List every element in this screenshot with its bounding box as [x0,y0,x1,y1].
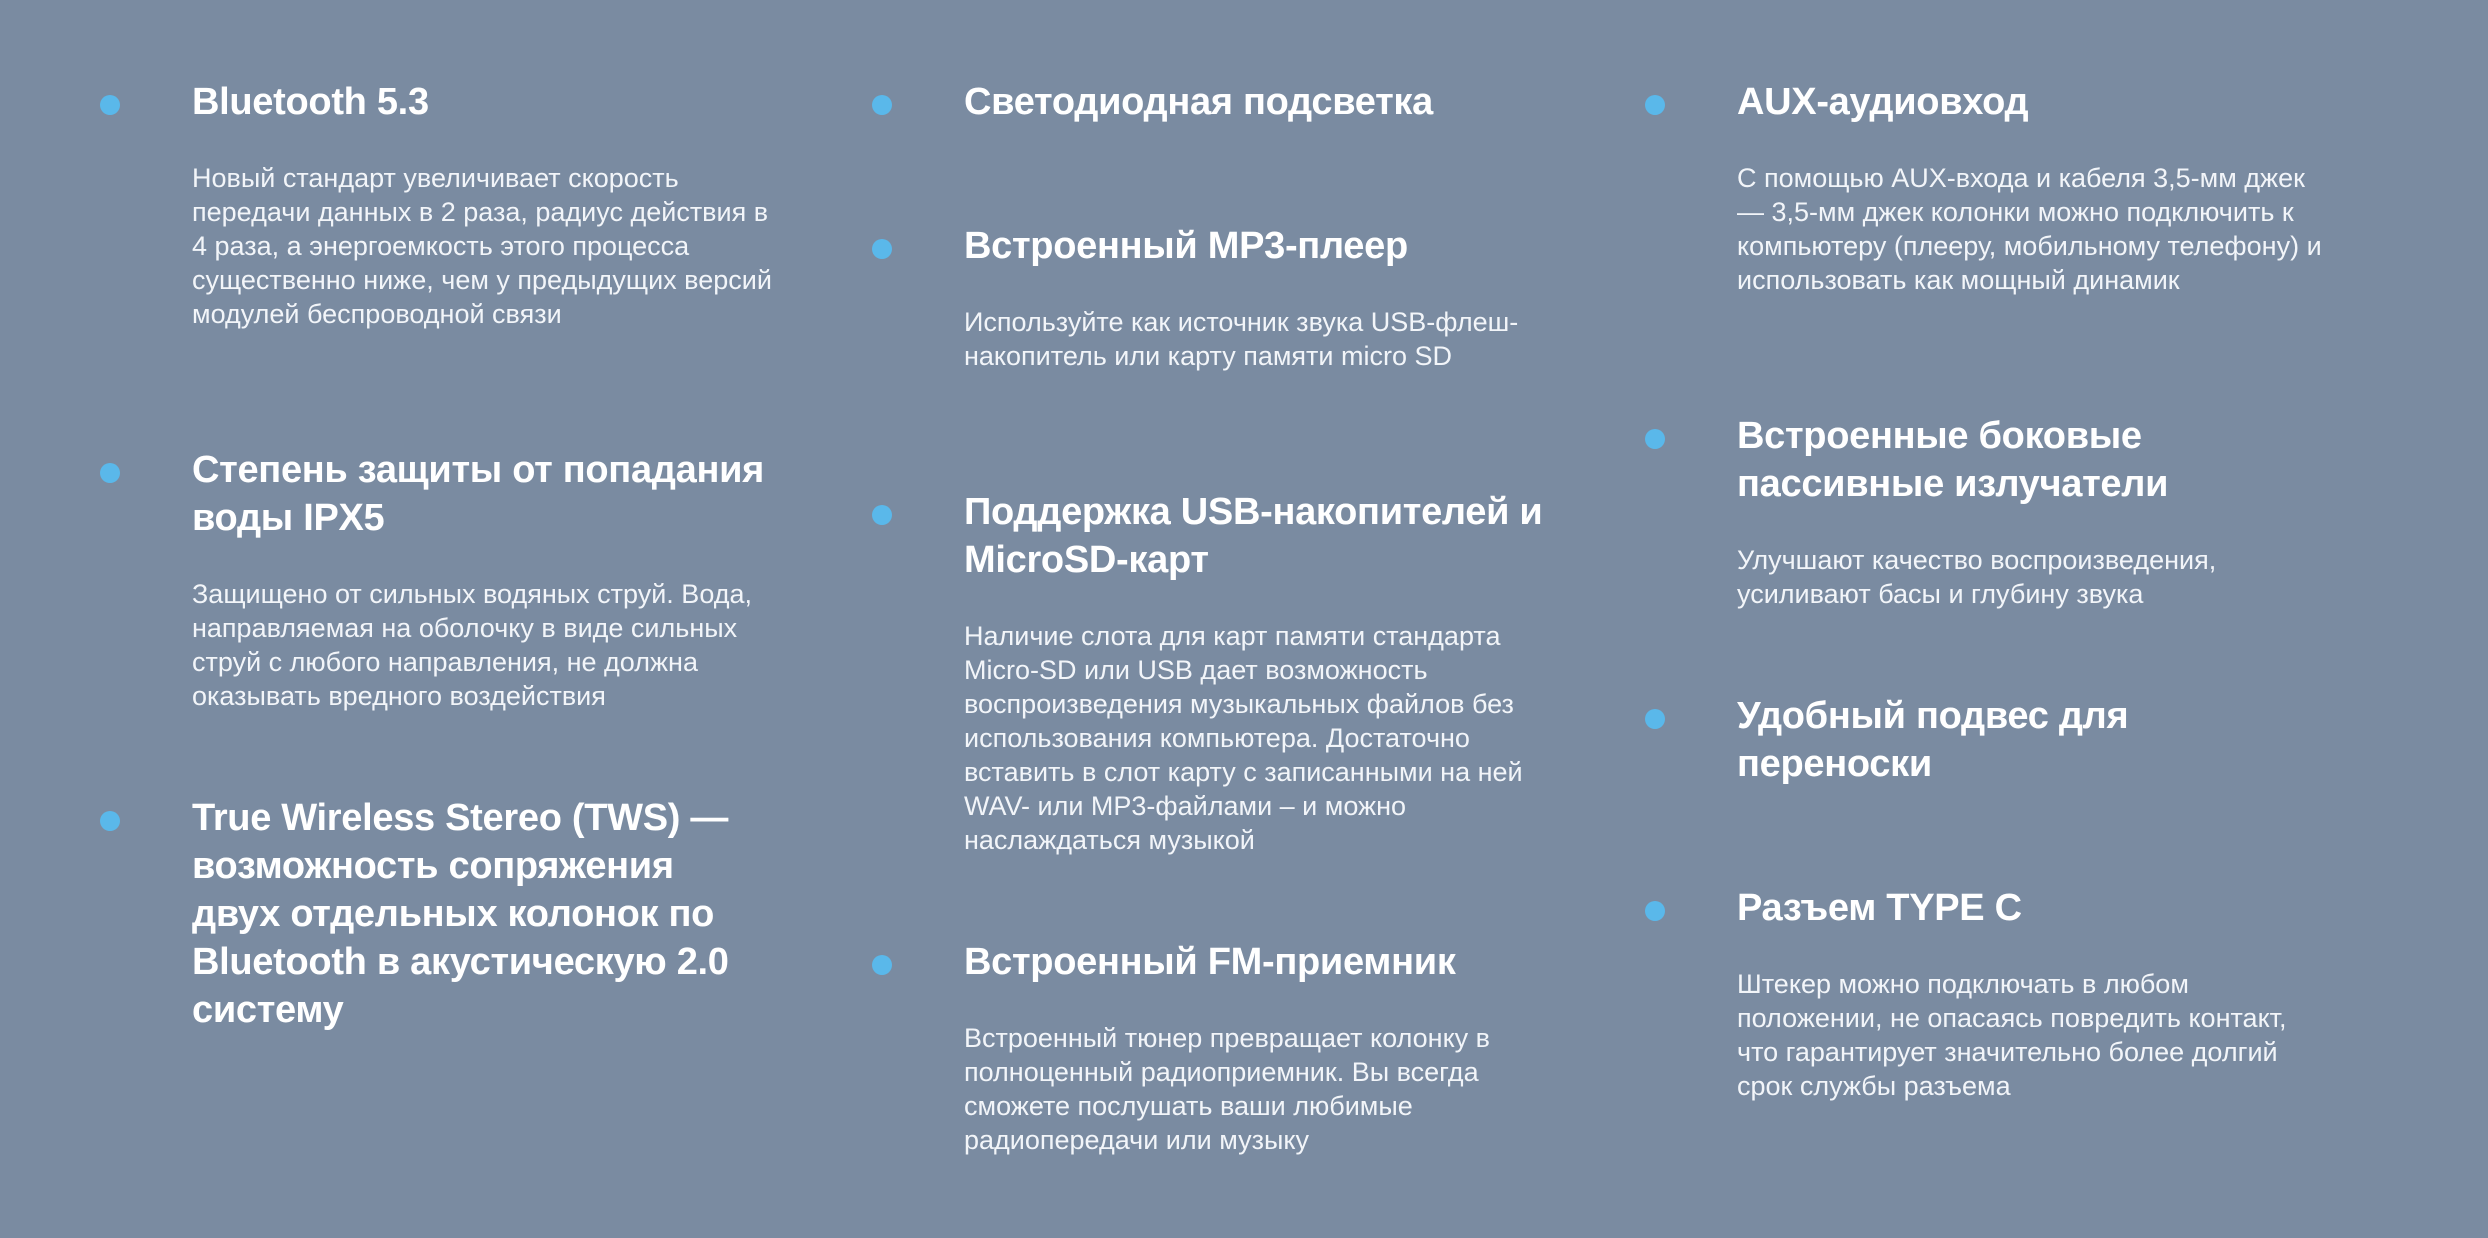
feature-description: Используйте как источник звука USB-флеш-накопитель или карту памяти micro SD [964,307,1519,371]
bullet-icon [100,811,120,831]
feature-description: Наличие слота для карт памяти стандарта Micro-SD или USB дает возможность воспроизведения музыкальных файлов без использования компьютера. Достаточно вставить в слот карту с записанными на ней WAV- или MP3-файлами – и можно наслаждаться музыкой [964,621,1523,855]
feature-title: Встроенный MP3-плеер [964,225,1408,267]
feature-title: Светодиодная подсветка [964,81,1433,123]
bullet-icon [872,239,892,259]
bullet-icon [1645,709,1665,729]
feature-title: Bluetooth 5.3 [192,81,429,123]
bullet-icon [1645,901,1665,921]
feature-description: Встроенный тюнер превращает колонку в полноценный радиоприемник. Вы всегда сможете послушать ваши любимые радиопередачи или музыку [964,1023,1491,1155]
feature-title: Встроенный FM-приемник [964,941,1456,983]
bullet-icon [872,955,892,975]
feature-title: Поддержка USB-накопителей и MicroSD-карт [964,491,1543,581]
feature-description: Защищено от сильных водяных струй. Вода, направляемая на оболочку в виде сильных струй с любого направления, не должна оказывать вредного воздействия [192,579,753,711]
bullet-icon [872,95,892,115]
feature-description: С помощью AUX-входа и кабеля 3,5-мм джек — 3,5-мм джек колонки можно подключить к компьютеру (плееру, мобильному телефону) и использовать как мощный динамик [1737,163,2322,295]
feature-title: Разъем TYPE C [1737,887,2022,929]
feature-title: Степень защиты от попадания воды IPX5 [192,449,765,539]
bullet-icon [100,463,120,483]
bullet-icon [872,505,892,525]
feature-description: Штекер можно подключать в любом положении, не опасаясь повредить контакт, что гарантирует значительно более долгий срок службы разъема [1737,969,2287,1101]
feature-description: Новый стандарт увеличивает скорость передачи данных в 2 раза, радиус действия в 4 раза, а энергоемкость этого процесса существенно ниже, чем у предыдущих версий модулей беспроводной связи [192,163,772,329]
bullet-icon [1645,429,1665,449]
bullet-icon [100,95,120,115]
feature-title: True Wireless Stereo (TWS) — возможность сопряжения двух отдельных колонок по Bluetooth в акустическую 2.0 систему [192,797,729,1031]
feature-title: AUX-аудиовход [1737,81,2029,123]
bullet-icon [1645,95,1665,115]
feature-description: Улучшают качество воспроизведения, усиливают басы и глубину звука [1737,545,2217,609]
feature-title: Встроенные боковые пассивные излучатели [1737,415,2169,505]
feature-title: Удобный подвес для переноски [1737,695,2129,785]
